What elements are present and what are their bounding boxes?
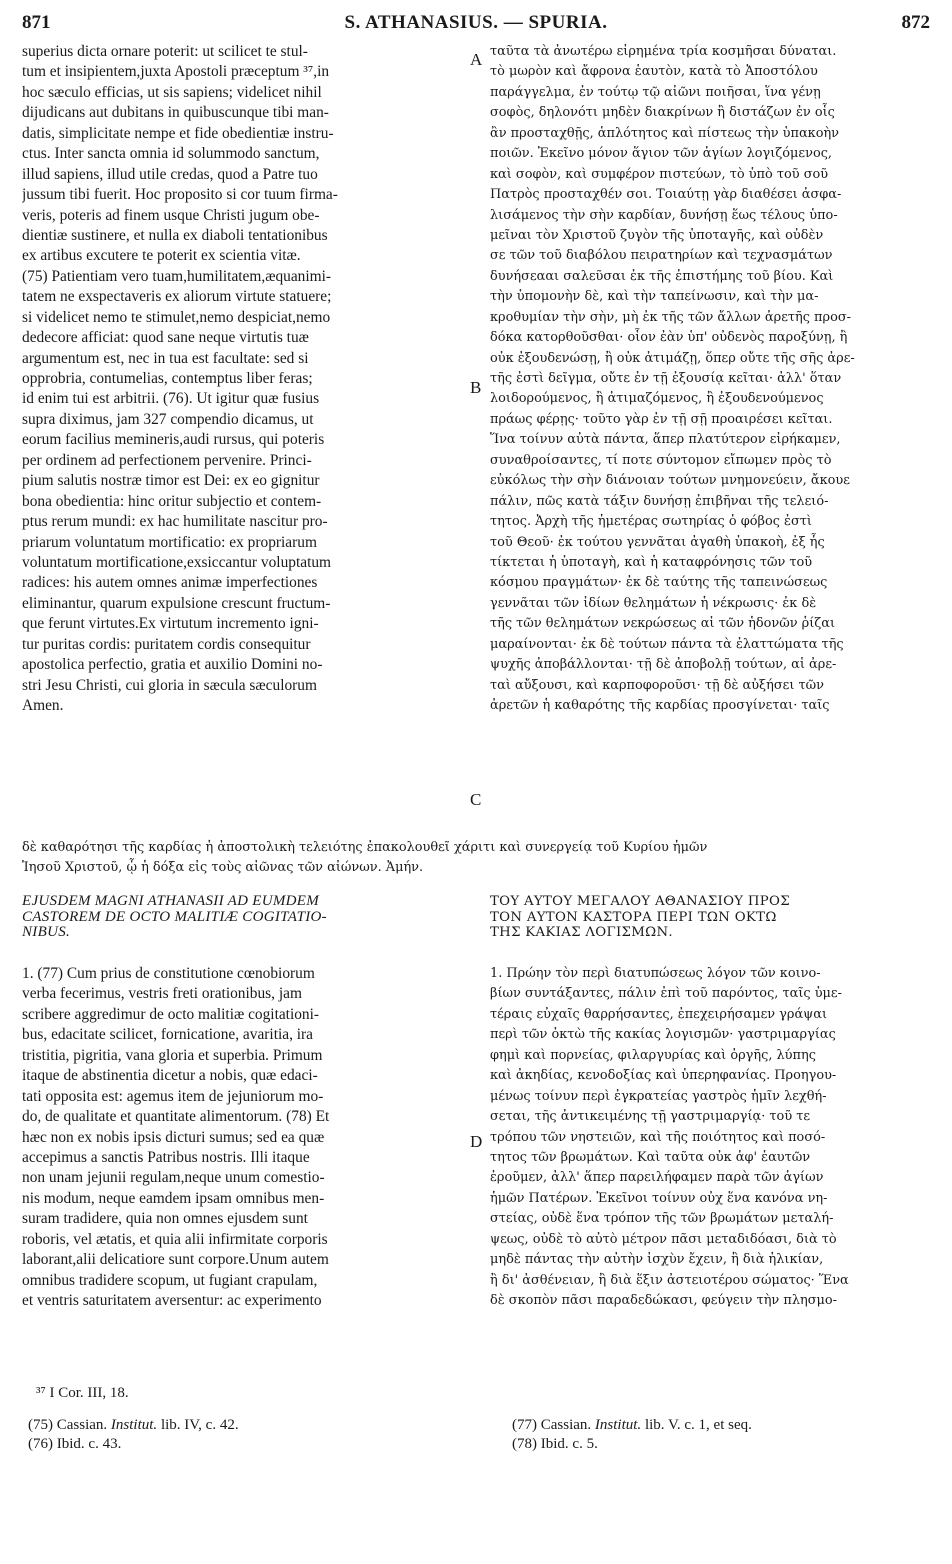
latin-text-line: si videlicet nemo te stimulet,nemo despiciat,nemo xyxy=(22,308,331,326)
greek-text-line: τὸ μωρὸν καὶ ἄφρονα ἑαυτὸν, κατὰ τὸ Ἀποστόλου xyxy=(490,64,818,80)
notes-right xyxy=(512,1416,752,1454)
greek-title-line: ΤΟΥ ΑΥΤΟΥ ΜΕΓΑΛΟΥ ΑΘΑΝΑΣΙΟΥ ΠΡΟΣ xyxy=(490,894,790,909)
latin-text-line: tati opposita est: agemus item de jejuniorum mo- xyxy=(22,1087,324,1105)
latin-text-line: per ordinem ad perfectionem pervenire. Princi- xyxy=(22,451,312,469)
greek-text-line: τρόπου τῶν νηστειῶν, καὶ τῆς ποιότητος καὶ ποσό- xyxy=(490,1129,826,1145)
latin-text-line: voluntatum mortificatione,exsiccantur voluptatum xyxy=(22,553,332,571)
page-number-left: 871 xyxy=(22,12,51,33)
latin-text-line: verba fecerimus, vestris freti orationibus, jam xyxy=(22,985,302,1003)
margin-marker-b: B xyxy=(470,378,482,397)
latin-text-line: apostolica perfectio, gratia et auxilio Domini no- xyxy=(22,656,323,674)
latin-text-line: scribere aggredimur de octo malitiæ cogitationi- xyxy=(22,1005,320,1023)
latin-text-line: datis, simplicitate nempe et fide obedientiæ instru- xyxy=(22,124,334,142)
greek-text-line: τητος τῶν βρωμάτων. Καὶ ταῦτα οὐκ ἀφ' ἑαυτῶν xyxy=(490,1149,811,1165)
greek-full-width-line: δὲ καθαρότησι τῆς καρδίας ἡ ἀποστολικὴ τελειότης ἐπακολουθεῖ χάριτι καὶ συνεργείᾳ τοῦ Κυρίου ἡμῶν xyxy=(22,840,708,855)
latin-text-line: suram tradidere, quia non omnes ejusdem sunt xyxy=(22,1210,308,1228)
greek-text-line: γεννᾶται τῶν ἰδίων θελημάτων ἡ νέκρωσις· ἐκ δὲ xyxy=(490,595,817,611)
greek-column-bottom xyxy=(490,964,930,1311)
greek-title-line: ΤΟΝ ΑΥΤΟΝ ΚΑΣΤΟΡΑ ΠΕΡΙ ΤΩΝ ΟΚΤΩ xyxy=(490,909,777,925)
scripture-footnote-text: ³⁷ I Cor. III, 18. xyxy=(36,1385,129,1401)
greek-text-line: ταῦτα τὰ ἀνωτέρω εἰρημένα τρία κοσμῆσαι δύναται. xyxy=(490,44,837,59)
greek-text-line: λοιδορούμενος, ἢ ἀτιμαζόμενος, ἢ ἐξουδενούμενος xyxy=(490,391,824,407)
greek-text-line: μαραίνονται· ἐκ δὲ τούτων πάντα τὰ ἐλαττώματα τῆς xyxy=(490,636,844,652)
greek-text-line: ταὶ αὔξουσι, καὶ καρποφοροῦσι· τῇ δὲ αὐξήσει τῶν xyxy=(490,677,824,693)
greek-text-line: τῆς ἐστὶ δεῖγμα, οὔτε ἐν τῇ ἐξουσίᾳ κεῖται· ἀλλ' ὅταν xyxy=(490,371,842,386)
greek-text-line: ἐροῦμεν, ἀλλ' ἅπερ παρειλήφαμεν παρὰ τῶν ἁγίων xyxy=(490,1170,824,1186)
latin-text-line: tristitia, pigritia, vana gloria et superbia. Primum xyxy=(22,1046,323,1064)
latin-text-line: et ventris saturitatem aversentur: ac experimento xyxy=(22,1292,322,1309)
greek-title-line: ΤΗΣ ΚΑΚΙΑΣ ΛΟΓΙΣΜΩΝ. xyxy=(490,925,673,940)
note-number: (78) xyxy=(512,1436,537,1452)
greek-text-line: τέραις εὐχαῖς θαρρήσαντες, ἐπεχειρήσαμεν γράψαι xyxy=(490,1006,828,1022)
latin-text-line: omnibus tradidere scopum, ut fugiant crapulam, xyxy=(22,1271,318,1289)
note-location: lib. V. c. 1, et seq. xyxy=(644,1417,752,1433)
greek-text-line: περὶ τῶν ὀκτὼ τῆς κακίας λογισμῶν· γαστριμαργίας xyxy=(490,1027,836,1043)
greek-text-line: τοῦ Θεοῦ· ἐκ τούτου γεννᾶται ἀγαθὴ ὑπακοὴ, ἐξ ἧς xyxy=(490,534,825,550)
margin-marker-a: A xyxy=(470,50,483,69)
note-author: Cassian. xyxy=(56,1417,108,1433)
latin-text-line: bus, edacitate scilicet, fornicatione, avaritia, ira xyxy=(22,1026,314,1044)
latin-text-line: ex artibus excutere te poterit ex scientia vitæ. xyxy=(22,247,301,265)
latin-text-line: eliminantur, quarum expulsione crescunt fructum- xyxy=(22,594,331,612)
greek-text-line: μεῖναι τὸν Χριστοῦ ζυγὸν τῆς ὑποταγῆς, καὶ οὐδὲν xyxy=(490,227,824,243)
greek-text-line: σε τῶν τοῦ διαβόλου πειρατηρίων καὶ τεχνασμάτων xyxy=(490,248,833,264)
latin-text-line: priarum voluntatum mortificatio: ex propriarum xyxy=(22,533,317,551)
greek-text-line: ψεως, οὐδὲ τὸ αὐτὸ μέτρον πᾶσι μεταδιδόασι, διὰ τὸ xyxy=(490,1231,837,1247)
latin-text-line: Amen. xyxy=(22,697,64,714)
latin-text-line: itaque de abstinentia dicetur a nobis, quæ edaci- xyxy=(22,1067,318,1085)
latin-text-line: roboris, vel ætatis, et quia alii infirmitate corporis xyxy=(22,1230,328,1248)
greek-text-line: τίκτεται ἡ ὑποταγὴ, καὶ ἡ καταφρόνησις τῶν τοῦ xyxy=(490,554,813,570)
note-number: (77) xyxy=(512,1417,537,1433)
latin-text-line: ctus. Inter sancta omnia id solummodo sanctum, xyxy=(22,145,320,163)
greek-text-line: ψυχῆς ἀποβάλλονται· τῇ δὲ ἀποβολῇ τούτων, αἱ ἀρε- xyxy=(490,657,837,673)
greek-text-line: πράως φέρῃς· τοῦτο γὰρ ἐν τῇ σῇ προαιρέσει κεῖται. xyxy=(490,411,833,427)
latin-title-line: EJUSDEM MAGNI ATHANASII AD EUMDEM xyxy=(22,893,320,909)
margin-marker-d: D xyxy=(470,1132,483,1151)
latin-text-line: id enim tui est arbitrii. (76). Ut igitur quæ fusius xyxy=(22,390,320,408)
note-location: lib. IV, c. 42. xyxy=(160,1417,239,1433)
greek-text-line: σεται, τῆς ἀντικειμένης τῇ γαστριμαργίᾳ· τοῦ τε xyxy=(490,1109,811,1125)
greek-text-line: Ἵνα τοίνυν αὐτὰ πάντα, ἅπερ πλατύτερον εἰρήκαμεν, xyxy=(490,432,841,448)
latin-text-line: hæc non ex nobis ipsis dicturi sumus; sed ea quæ xyxy=(22,1128,325,1146)
greek-text-line: λισάμενος τὴν σὴν καρδίαν, δυνήσῃ ἕως τέλους ὑπο- xyxy=(490,207,838,223)
note-number: (76) xyxy=(28,1436,53,1452)
latin-text-line: ptus rerum mundi: ex hac humilitate nascitur pro- xyxy=(22,513,328,531)
greek-text-line: ἂν προσταχθῇς, ἁπλότητος καὶ πίστεως τὴν ὑπακοὴν xyxy=(490,125,840,141)
greek-text-line: δὲ σκοπὸν πᾶσι παραδεδώκασι, φεύγειν τὴν πλησμο- xyxy=(490,1293,838,1308)
latin-column-top xyxy=(22,42,466,716)
latin-title-line: CASTOREM DE OCTO MALITIÆ COGITATIO- xyxy=(22,908,327,925)
greek-text-line: μηδὲ πάντας τὴν αὐτὴν ἰσχὺν ἔχειν, ἢ διὰ ἡλικίαν, xyxy=(490,1252,824,1268)
latin-text-line: que ferunt virtutes.Ex virtutum incremento igni- xyxy=(22,615,319,633)
greek-column-top xyxy=(490,42,930,716)
latin-text-line: supra diximus, jam 327 compendio dicamus, ut xyxy=(22,410,314,428)
greek-text-line: βίων συντάξαντες, πάλιν ἐπὶ τοῦ παρόντος, ταῖς ὑμε- xyxy=(490,986,842,1002)
greek-text-line: δόκα κατορθοῦσθαι· οἷον ἐὰν ὑπ' οὐδενὸς παροξύνῃ, ἢ xyxy=(490,330,848,346)
latin-text-line: accepimus a sanctis Patribus nostris. Illi itaque xyxy=(22,1148,310,1166)
note-author: Ibid. c. 43. xyxy=(56,1436,122,1452)
source-note xyxy=(28,1416,239,1435)
note-work: Institut. xyxy=(594,1417,642,1433)
greek-text-line: ποιῶν. Ἐκεῖνο μόνον ἅγιον τῶν ἁγίων λογιζόμενος, xyxy=(490,146,833,162)
latin-column-bottom xyxy=(22,964,466,1311)
latin-text-line: tur puritas cordis: puritatem cordis consequitur xyxy=(22,635,311,653)
margin-marker-c: C xyxy=(470,790,482,809)
latin-text-line: dedecore afficiat: quod sane neque virtutis tuæ xyxy=(22,329,309,347)
greek-text-line: εὐκόλως τὴν σὴν διάνοιαν τούτων μνημονεύειν, ἄκουε xyxy=(490,473,850,489)
latin-text-line: dijudicans aut dubitans in quibuscunque tibi man- xyxy=(22,104,329,122)
source-note xyxy=(512,1435,752,1454)
latin-text-line: (75) Patientiam vero tuam,humilitatem,æquanimi- xyxy=(22,267,332,285)
latin-text-line: opprobria, contumelias, contemptus liber feras; xyxy=(22,370,313,387)
greek-text-line: καὶ ἀκηδίας, κενοδοξίας καὶ ὑπερηφανίας. Προηγου- xyxy=(490,1068,837,1084)
latin-text-line: bona obedientia: hinc oritur subjectio et contem- xyxy=(22,492,322,510)
latin-text-line: illud sapiens, illud utile credas, quod a Patre tuo xyxy=(22,165,318,183)
latin-text-line: tum et insipientem,juxta Apostoli præceptum ³⁷,in xyxy=(22,63,330,81)
latin-text-line: eorum facilius memineris,audi rursus, qui poteris xyxy=(22,431,325,449)
note-work: Institut. xyxy=(110,1417,158,1433)
greek-section-title xyxy=(490,894,930,941)
latin-text-line: nis modum, neque eamdem ipsam omnibus men- xyxy=(22,1189,325,1207)
greek-text-line: κόσμου πραγμάτων· ἐκ δὲ ταύτης τῆς ταπεινώσεως xyxy=(490,575,828,591)
latin-text-line: 1. (77) Cum prius de constitutione cœnobiorum xyxy=(22,965,315,982)
latin-text-line: jussum tibi fuerit. Hoc proposito si cor tuum firma- xyxy=(22,186,338,204)
note-number: (75) xyxy=(28,1417,53,1433)
page-header xyxy=(22,12,930,36)
greek-text-line: τητος. Ἀρχὴ τῆς ἡμετέρας σωτηρίας ὁ φόβος ἐστὶ xyxy=(490,514,812,530)
greek-text-line: σοφὸς, δηλονότι μηδὲν διακρίνων ἢ διστάζων ἐν οἷς xyxy=(490,105,835,121)
latin-text-line: hoc sæculo efficias, ut sis sapiens; videlicet nihil xyxy=(22,83,322,101)
greek-text-line: φημὶ καὶ πορνείας, φιλαργυρίας καὶ ὀργῆς, λύπης xyxy=(490,1047,816,1063)
latin-title-line: NIBUS. xyxy=(22,924,71,940)
greek-text-line: οὐκ ἐξουδενώσῃ, ἢ οὐκ ἀτιμάζῃ, ὅπερ οὔτε τῆς σῆς ἀρε- xyxy=(490,350,855,366)
greek-text-line: ἢ δι' ἀσθένειαν, ἢ διὰ ἕξιν ἀστειοτέρου σώματος· Ἕνα xyxy=(490,1272,849,1288)
greek-full-width-line: Ἰησοῦ Χριστοῦ, ᾧ ἡ δόξα εἰς τοὺς αἰῶνας τῶν αἰώνων. Ἀμήν. xyxy=(22,860,424,875)
latin-text-line: radices: his autem omnes animæ imperfectiones xyxy=(22,574,318,592)
latin-text-line: pium salutis nostræ timor est Dei: ex eo gignitur xyxy=(22,472,320,490)
notes-left xyxy=(28,1416,239,1454)
greek-text-line: 1. Πρώην τὸν περὶ διατυπώσεως λόγον τῶν κοινο- xyxy=(490,966,821,981)
greek-text-line: τὴν ὑπομονὴν δὲ, καὶ τὴν ταπείνωσιν, καὶ τὴν μα- xyxy=(490,289,819,305)
greek-text-line: Πατρὸς προσταχθέν σοι. Τοιαύτῃ γὰρ διαθέσει ἀσφα- xyxy=(490,187,842,203)
latin-text-line: dientiæ sustinere, et nulla ex diaboli tentationibus xyxy=(22,226,328,244)
latin-text-line: do, de qualitate et quantitate alimentorum. (78) Et xyxy=(22,1108,330,1126)
greek-text-line: στείας, οὐδὲ ἕνα τρόπον τῆς τῶν βρωμάτων μεταλή- xyxy=(490,1211,834,1227)
greek-text-line: ἀρετῶν ἡ καθαρότης τῆς καρδίας προσγίνεται· ταῖς xyxy=(490,698,830,713)
greek-text-line: κροθυμίαν τὴν σὴν, μὴ ἐκ τῆς τῶν ἄλλων ἀρετῆς προσ- xyxy=(490,309,852,325)
latin-text-line: stri Jesu Christi, cui gloria in sæcula sæculorum xyxy=(22,676,317,694)
greek-text-line: πάλιν, πῶς κατὰ τάξιν δυνήσῃ ἐπιβῆναι τῆς τελειό- xyxy=(490,493,829,509)
source-note xyxy=(512,1416,752,1435)
greek-text-line: ἡμῶν Πατέρων. Ἐκεῖνοι τοίνυν οὐχ ἕνα κανόνα νη- xyxy=(490,1190,828,1206)
note-author: Cassian. xyxy=(540,1417,592,1433)
scripture-footnote xyxy=(36,1384,129,1403)
greek-text-line: τῆς τῶν θελημάτων νεκρώσεως αἱ τῶν ἡδονῶν ῥίζαι xyxy=(490,616,836,632)
latin-text-line: laborant,alii delicatiore sunt corpore.Unum autem xyxy=(22,1251,329,1269)
greek-text-line: μένως τοίνυν περὶ ἐγκρατείας γαστρὸς ἡμῖν λεχθή- xyxy=(490,1088,827,1104)
greek-text-line: συναθροίσαντες, τί ποτε σύντομον εἴπωμεν πρὸς τὸ xyxy=(490,452,832,468)
latin-text-line: tatem ne exspectaveris ex aliorum virtute statuere; xyxy=(22,288,332,306)
greek-text-line: δυνήσεααι σαλεῦσαι ἐκ τῆς ἐπιστήμης τοῦ βίου. Καὶ xyxy=(490,268,834,284)
note-author: Ibid. c. 5. xyxy=(540,1436,598,1452)
greek-text-line: παράγγελμα, ἐν τούτῳ τῷ αἰῶνι ποιῆσαι, ἵνα γένῃ xyxy=(490,84,821,100)
latin-text-line: superius dicta ornare poterit: ut scilicet te stul- xyxy=(22,43,308,60)
latin-text-line: non unam jejunii regulam,neque unum comestio- xyxy=(22,1169,325,1187)
page-number-right: 872 xyxy=(901,12,930,33)
latin-text-line: argumentum est, nec in tua est facultate: sed si xyxy=(22,349,309,367)
latin-section-title xyxy=(22,894,466,941)
greek-text-line: καὶ σοφὸν, καὶ συμφέρον πιστεύων, τὸ ὑπὸ τοῦ σοῦ xyxy=(490,166,829,182)
latin-text-line: veris, poteris ad finem usque Christi jugum obe- xyxy=(22,206,320,224)
running-title: S. ATHANASIUS. — SPURIA. xyxy=(344,12,608,33)
source-note xyxy=(28,1435,239,1454)
